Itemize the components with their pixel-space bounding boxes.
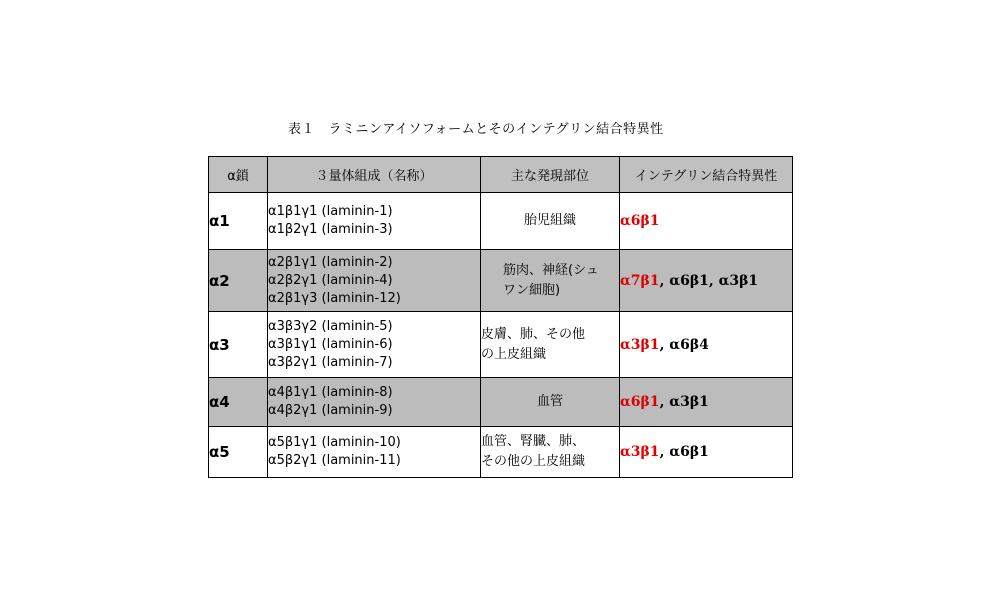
integrin-primary: α6β1	[620, 213, 660, 229]
trimer-cell	[268, 378, 481, 427]
trimer-cell	[268, 427, 481, 478]
trimer-line: α3β3γ2 (laminin-5)	[268, 318, 393, 334]
tissue-line: 胎児組織	[523, 213, 576, 228]
integrin-primary: α3β1	[620, 444, 660, 460]
trimer-line: α5β2γ1 (laminin-11)	[268, 453, 401, 468]
integrin-others: , α6β1, α3β1	[659, 272, 759, 289]
trimer-line: α2β1γ3 (laminin-12)	[268, 290, 401, 306]
integrin-primary: α3β1	[620, 336, 660, 353]
trimer-line: α3β2γ1 (laminin-7)	[268, 354, 393, 370]
trimer-line: α4β1γ1 (laminin-8)	[268, 385, 393, 400]
integrin-others: , α6β4	[659, 336, 709, 353]
header-tissue: 主な発現部位	[481, 157, 620, 193]
tissue-line: 血管、腎臓、肺、	[481, 434, 586, 449]
integrin-primary: α7β1	[620, 272, 660, 289]
tissue-cell	[481, 312, 620, 378]
integrin-cell	[620, 193, 793, 250]
table-caption: 表１ ラミニンアイソフォームとそのインテグリン結合特異性	[288, 122, 664, 137]
laminin-table	[208, 156, 793, 478]
alpha-chain-cell: α4	[209, 378, 268, 427]
header-alpha-chain: α鎖	[209, 157, 268, 193]
trimer-cell	[268, 312, 481, 378]
alpha-chain-cell: α2	[209, 250, 268, 312]
table-row	[209, 193, 793, 250]
tissue-cell	[481, 378, 620, 427]
trimer-cell	[268, 250, 481, 312]
trimer-line: α2β2γ1 (laminin-4)	[268, 272, 393, 288]
tissue-line: ワン細胞)	[503, 282, 561, 298]
trimer-line: α1β2γ1 (laminin-3)	[268, 222, 393, 237]
integrin-others: , α6β1	[659, 444, 709, 460]
header-row	[209, 157, 793, 193]
integrin-primary: α6β1	[620, 394, 660, 410]
table-row	[209, 378, 793, 427]
table-row	[209, 427, 793, 478]
alpha-chain-cell: α1	[209, 193, 268, 250]
tissue-cell	[481, 250, 620, 312]
alpha-chain-cell: α3	[209, 312, 268, 378]
table-row	[209, 250, 793, 312]
integrin-others: , α3β1	[659, 394, 709, 410]
tissue-line: 血管	[536, 394, 563, 409]
header-trimer: ３量体組成（名称）	[268, 157, 481, 193]
integrin-cell	[620, 427, 793, 478]
tissue-line: の上皮組織	[481, 346, 547, 362]
tissue-line: 皮膚、肺、その他	[481, 326, 586, 342]
tissue-cell	[481, 193, 620, 250]
trimer-line: α3β1γ1 (laminin-6)	[268, 336, 393, 352]
trimer-line: α1β1γ1 (laminin-1)	[268, 204, 393, 219]
table-row	[209, 312, 793, 378]
trimer-line: α4β2γ1 (laminin-9)	[268, 403, 393, 418]
trimer-line: α2β1γ1 (laminin-2)	[268, 254, 393, 270]
integrin-cell	[620, 378, 793, 427]
alpha-chain-cell: α5	[209, 427, 268, 478]
tissue-line: 筋肉、神経(シュ	[503, 262, 599, 278]
tissue-line: その他の上皮組織	[481, 454, 586, 469]
trimer-line: α5β1γ1 (laminin-10)	[268, 435, 401, 450]
tissue-cell	[481, 427, 620, 478]
trimer-cell	[268, 193, 481, 250]
integrin-cell	[620, 312, 793, 378]
integrin-cell	[620, 250, 793, 312]
header-integrin: インテグリン結合特異性	[620, 157, 793, 193]
